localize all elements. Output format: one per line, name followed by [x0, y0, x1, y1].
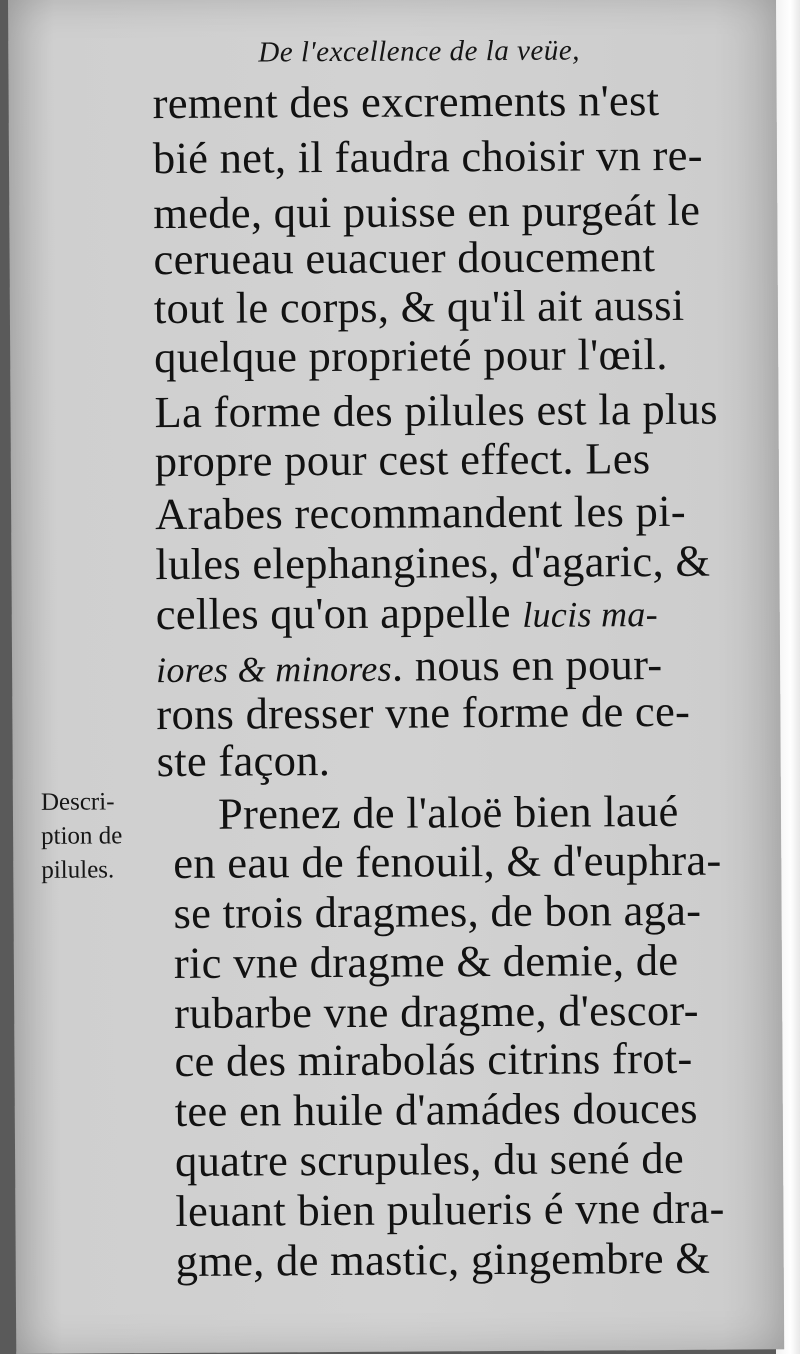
text-segment: celles qu'on appelle	[155, 586, 523, 640]
text-line-2: bié net, il faudra choisir vn re-	[152, 129, 703, 184]
margin-note-line-1: Descri-	[40, 788, 115, 816]
text-line-20: ce des mirabolás citrins frot-	[174, 1032, 693, 1087]
text-line-14: ste façon.	[156, 735, 331, 787]
text-line-6: quelque proprieté pour l'œil.	[154, 328, 668, 383]
text-line-11	[155, 586, 659, 640]
text-segment: . nous en pour-	[391, 639, 663, 691]
margin-note-line-2: ption de	[41, 822, 123, 850]
text-line-4: cerueau euacuer doucement	[153, 231, 656, 285]
text-line-19: rubarbe vne dragme, d'escor-	[174, 984, 699, 1039]
italic-segment: lucis ma-	[522, 594, 659, 635]
text-line-5: tout le corps, & qu'il ait aussi	[153, 279, 685, 334]
text-line-13: rons dresser vne forme de ce-	[156, 685, 691, 740]
italic-segment: iores & minores	[155, 648, 393, 691]
text-line-21: tee en huile d'amádes douces	[174, 1082, 698, 1137]
text-line-10: lules elephangines, d'agaric, &	[155, 535, 711, 590]
text-line-24: gme, de mastic, gingembre &	[175, 1232, 711, 1286]
text-line-1: rement des excrements n'est	[152, 75, 660, 129]
text-line-8: propre pour cest effect. Les	[154, 433, 651, 487]
text-line-15: Prenez de l'aloë bien laué	[217, 785, 679, 839]
running-header: De l'excellence de la veüe,	[258, 34, 581, 69]
margin-note-line-3: pilules.	[41, 856, 115, 884]
text-line-7: La forme des pilules est la plus	[154, 383, 718, 438]
text-line-18: ric vne dragme & demie, de	[173, 934, 679, 989]
text-line-23: leuant bien pulueris é vne dra-	[175, 1182, 725, 1236]
text-line-3: mede, qui puisse en purgeát le	[153, 184, 701, 239]
text-line-9: Arabes recommandent les pi-	[154, 485, 687, 540]
text-line-12	[155, 639, 663, 691]
book-page	[8, 0, 784, 1354]
text-line-16: en eau de fenouil, & d'euphra-	[173, 834, 722, 889]
text-line-17: se trois dragmes, de bon aga-	[173, 884, 702, 939]
text-line-22: quatre scrupules, du sené de	[174, 1132, 685, 1187]
